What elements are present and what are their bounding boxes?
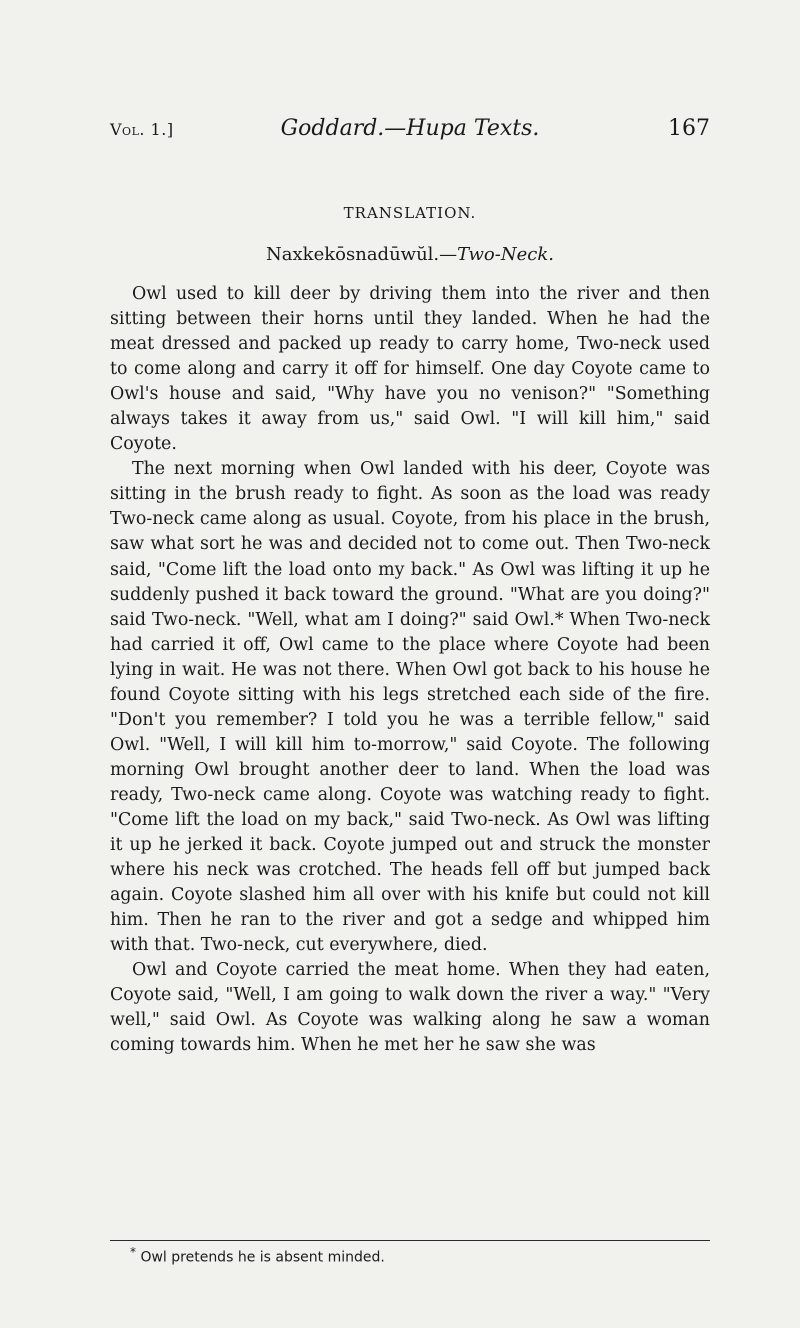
- paragraph: Owl used to kill deer by driving them into the river and then sitting between their horns until they landed. When he had the meat dressed and packed up ready to carry home, Two-neck used to come along and carry it off for himself. One day Coyote came to Owl's house and said, "Why have you no venison?" "Something always takes it away from us," said Owl. "I will kill him," said Coyote.: [110, 284, 710, 455]
- story-title: [110, 244, 710, 265]
- story-title-native: Naxkekōsnadūwŭl.—: [266, 244, 458, 265]
- footnote: [130, 1245, 385, 1266]
- footnote-marker: *: [130, 1245, 136, 1259]
- running-title: Goddard.—Hupa Texts.: [280, 116, 540, 141]
- section-heading: TRANSLATION.: [343, 204, 477, 222]
- page: [110, 0, 710, 1328]
- body-text: [110, 282, 710, 1058]
- running-head: [110, 116, 710, 144]
- footnote-text: Owl pretends he is absent minded.: [140, 1249, 385, 1266]
- story-title-english: Two-Neck.: [457, 244, 554, 265]
- paragraph: Owl and Coyote carried the meat home. When they had eaten, Coyote said, "Well, I am going to walk down the river a way." "Very well," said Owl. As Coyote was walking along he saw a woman coming towards him. When he met her he saw she was: [110, 960, 710, 1056]
- page-number: 167: [668, 116, 710, 141]
- volume-label: Vol. 1.]: [110, 120, 174, 139]
- paragraph: The next morning when Owl landed with his deer, Coyote was sitting in the brush ready to fight. As soon as the load was ready Two-neck came along as usual. Coyote, from his place in the brush, saw what sort he was and decided not to come out. Then Two-neck said, "Come lift the load onto my back." As Owl was lifting it up he suddenly pushed it back toward the ground. "What are you doing?" said Two-neck. "Well, what am I doing?" said Owl.* When Two-neck had carried it off, Owl came to the place where Coyote had been lying in wait. He was not there. When Owl got back to his house he found Coyote sitting with his legs stretched each side of the fire. "Don't you remember? I told you he was a terrible fellow," said Owl. "Well, I will kill him to-morrow," said Coyote. The following morning Owl brought another deer to land. When the load was ready, Two-neck came along. Coyote was watching ready to fight. "Come lift the load on my back," said Two-neck. As Owl was lifting it up he jerked it back. Coyote jumped out and struck the monster where his neck was crotched. The heads fell off but jumped back again. Coyote slashed him all over with his knife but could not kill him. Then he ran to the river and got a sedge and whipped him with that. Two-neck, cut everywhere, died.: [110, 459, 710, 956]
- footnote-divider: [110, 1240, 710, 1241]
